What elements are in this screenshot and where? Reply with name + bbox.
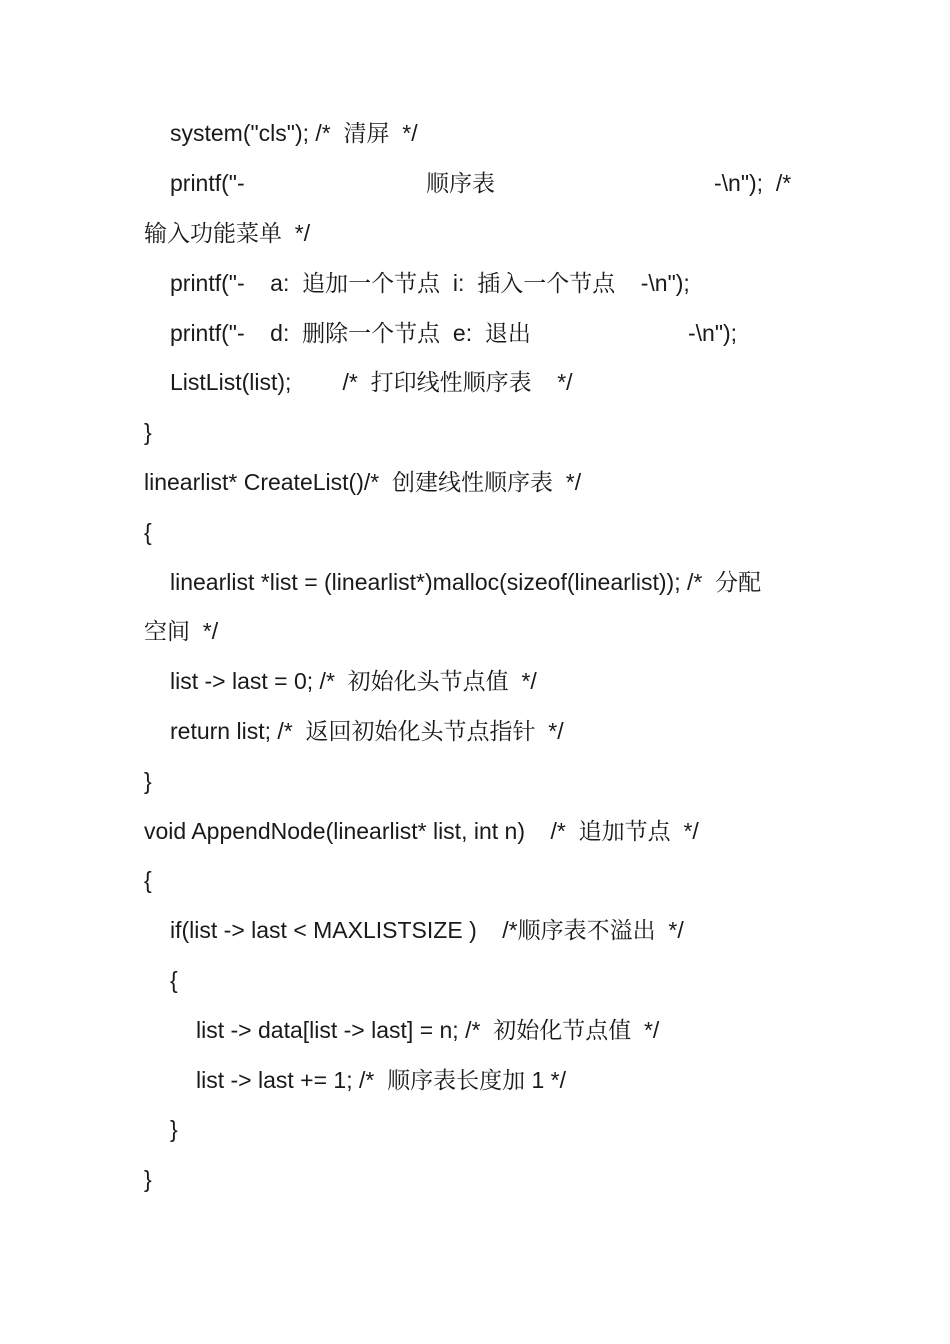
code-text: printf("- a: 追加一个节点 i: 插入一个节点 -\n"); (170, 270, 690, 296)
code-line (0, 1109, 178, 1149)
code-line (0, 412, 152, 452)
code-line (0, 263, 690, 303)
code-line (0, 910, 684, 950)
code-text: list -> last = 0; /* 初始化头节点值 */ (170, 668, 537, 694)
code-line (0, 1010, 660, 1050)
code-text: } (144, 1166, 152, 1192)
code-text: { (170, 967, 178, 993)
code-text: linearlist* CreateList()/* 创建线性顺序表 */ (144, 469, 582, 495)
code-line (0, 661, 537, 701)
code-line (0, 512, 152, 552)
code-text: 顺序表 (426, 170, 495, 196)
code-text: if(list -> last < MAXLISTSIZE ) /*顺序表不溢出 */ (170, 917, 684, 943)
code-line (0, 860, 152, 900)
code-text: 空间 */ (144, 618, 219, 644)
code-line (0, 761, 152, 801)
code-text: printf("- d: 删除一个节点 e: 退出 (170, 320, 531, 346)
code-text: system("cls"); /* 清屏 */ (170, 120, 418, 146)
code-text: list -> last += 1; /* 顺序表长度加 1 */ (196, 1067, 567, 1093)
code-line (0, 611, 219, 651)
code-text: } (170, 1116, 178, 1142)
code-text: { (144, 519, 152, 545)
code-text: printf("- (170, 170, 245, 196)
code-line (0, 811, 699, 851)
code-line (0, 1060, 567, 1100)
code-line (0, 711, 564, 751)
code-text: list -> data[list -> last] = n; /* 初始化节点值 */ (196, 1017, 660, 1043)
code-text: void AppendNode(linearlist* list, int n) /* 追加节点 */ (144, 818, 699, 844)
code-text: ListList(list); /* 打印线性顺序表 */ (170, 369, 573, 395)
code-text: } (144, 419, 152, 445)
code-text: } (144, 768, 152, 794)
code-text: -\n"); /* (714, 170, 792, 196)
code-text: 输入功能菜单 */ (144, 220, 311, 246)
code-line (0, 163, 792, 203)
code-text: linearlist *list = (linearlist*)malloc(sizeof(linearlist)); /* 分配 (170, 569, 762, 595)
code-line (0, 313, 738, 353)
code-line (0, 462, 582, 502)
code-line (0, 562, 762, 602)
code-line (0, 113, 418, 153)
code-line (0, 960, 178, 1000)
code-line (0, 1159, 152, 1199)
code-line (0, 213, 311, 253)
code-text: -\n"); (688, 320, 738, 346)
code-text: return list; /* 返回初始化头节点指针 */ (170, 718, 564, 744)
code-text: { (144, 867, 152, 893)
code-line (0, 362, 573, 402)
